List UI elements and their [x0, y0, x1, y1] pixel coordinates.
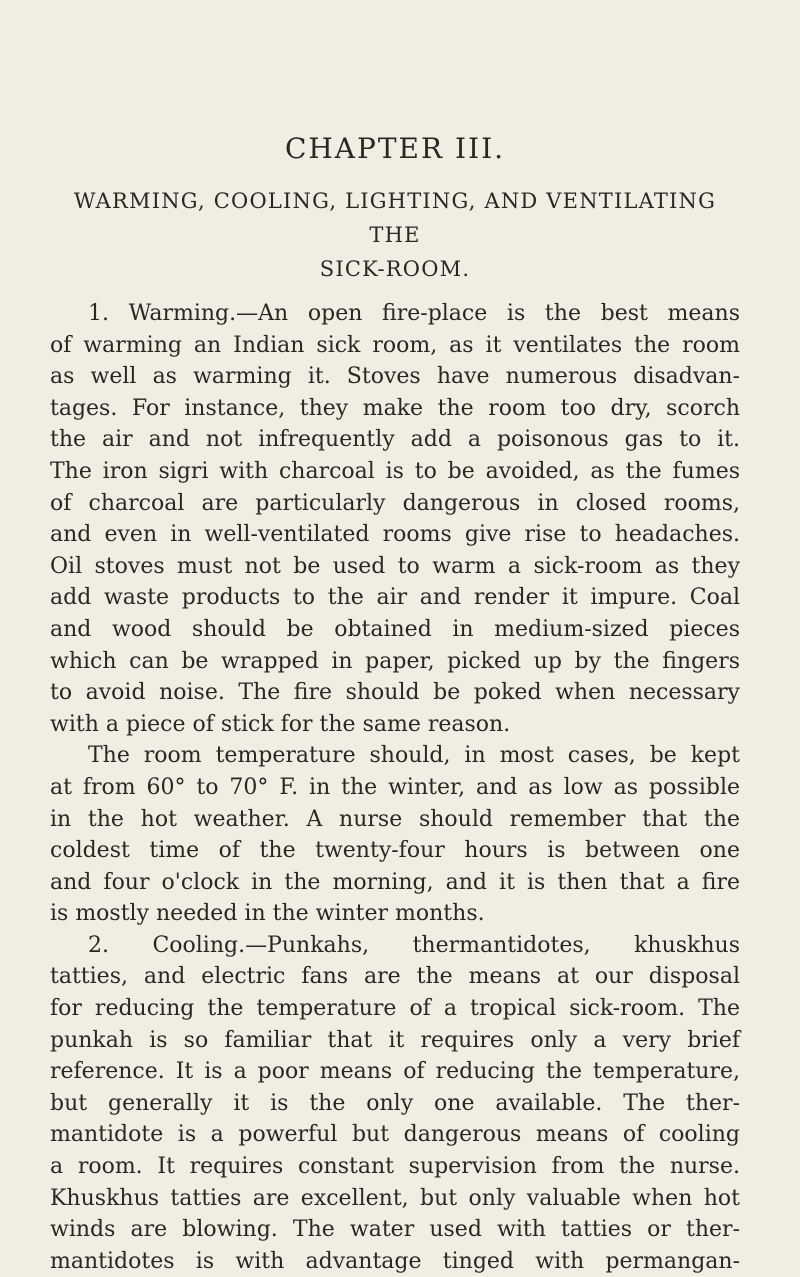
text-line: tatties, and electric fans are the means at our disposal: [50, 964, 740, 990]
text-line: 2. Cooling.—Punkahs, thermantidotes, khuskhus: [88, 932, 740, 958]
chapter-heading: CHAPTER III.: [284, 132, 506, 165]
text-line: for reducing the temperature of a tropical sick-room. The: [50, 996, 740, 1022]
text-line: Khuskhus tatties are excellent, but only valuable when hot: [50, 1185, 740, 1211]
text-line: mantidote is a powerful but dangerous means of cooling: [50, 1122, 740, 1148]
text-line: of charcoal are particularly dangerous in closed rooms,: [50, 490, 740, 516]
text-line: tages. For instance, they make the room too dry, scorch: [50, 395, 740, 421]
text-line: add waste products to the air and render it impure. Coal: [50, 585, 740, 611]
text-line: and wood should be obtained in medium-sized pieces: [50, 616, 740, 642]
text-line: Oil stoves must not be used to warm a sick-room as they: [50, 553, 740, 579]
paragraph-room-temperature: [50, 740, 740, 930]
text-line: punkah is so familiar that it requires only a very brief: [50, 1027, 740, 1053]
text-line: is mostly needed in the winter months.: [50, 901, 485, 927]
paragraph-cooling: [50, 930, 740, 1277]
section-title: [50, 184, 740, 286]
text-line: but generally it is the only one available. The ther-: [50, 1090, 740, 1116]
text-line: in the hot weather. A nurse should remember that the: [50, 806, 740, 832]
text-line: as well as warming it. Stoves have numerous disadvan-: [50, 364, 740, 390]
text-line: to avoid noise. The fire should be poked when necessary: [50, 680, 740, 706]
text-line: The room temperature should, in most cases, be kept: [88, 743, 740, 769]
text-line: which can be wrapped in paper, picked up by the fingers: [50, 648, 740, 674]
text-line: coldest time of the twenty-four hours is between one: [50, 838, 740, 864]
section-title-line-1: WARMING, COOLING, LIGHTING, AND VENTILATING THE: [73, 189, 717, 247]
text-line: The iron sigri with charcoal is to be avoided, as the fumes: [50, 458, 740, 484]
text-line: and four o'clock in the morning, and it is then that a fire: [50, 869, 740, 895]
text-line: with a piece of stick for the same reason.: [50, 711, 511, 737]
text-line: the air and not infrequently add a poisonous gas to it.: [50, 427, 740, 453]
paragraph-warming: [50, 298, 740, 740]
text-line: of warming an Indian sick room, as it ventilates the room: [50, 332, 740, 358]
text-line: mantidotes is with advantage tinged with permangan-: [50, 1248, 740, 1274]
text-line: at from 60° to 70° F. in the winter, and as low as possible: [50, 774, 740, 800]
text-line: reference. It is a poor means of reducing the temperature,: [50, 1059, 740, 1085]
section-title-line-2: SICK-ROOM.: [319, 257, 471, 281]
text-line: winds are blowing. The water used with tatties or ther-: [50, 1217, 740, 1243]
text-line: and even in well-ventilated rooms give rise to headaches.: [50, 522, 740, 548]
text-line: a room. It requires constant supervision from the nurse.: [50, 1154, 740, 1180]
text-line: 1. Warming.—An open fire-place is the best means: [88, 301, 740, 326]
